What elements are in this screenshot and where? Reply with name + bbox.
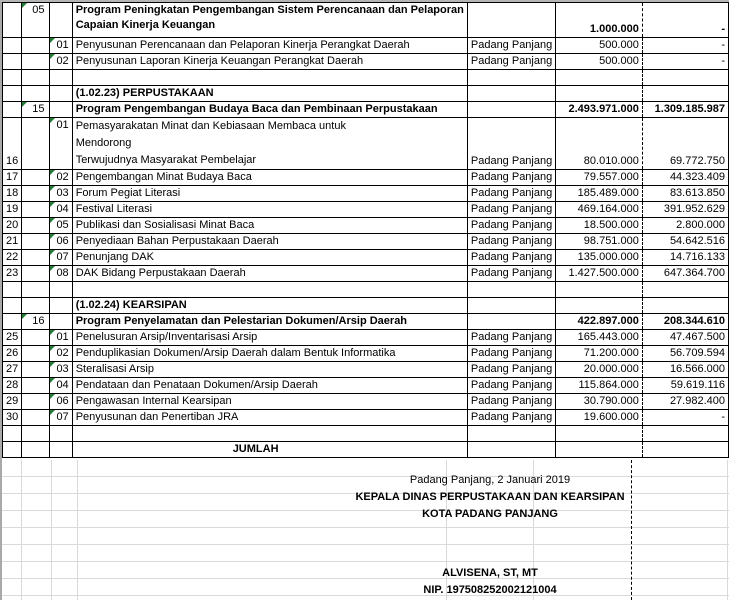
- cell-program-code[interactable]: [22, 202, 50, 218]
- cell-location[interactable]: [467, 314, 555, 330]
- table-row: [3, 330, 729, 346]
- table-row: [3, 394, 729, 410]
- cell-description[interactable]: [72, 426, 467, 442]
- table-row: [3, 266, 729, 282]
- cell-location[interactable]: [467, 3, 555, 38]
- description-line-2: Mendorong: [75, 137, 132, 149]
- cell-b[interactable]: [22, 298, 50, 314]
- cell-pagu[interactable]: 500.000: [556, 38, 643, 54]
- cell-pagu[interactable]: [556, 70, 643, 86]
- cell-pagu[interactable]: 1.000.000: [556, 3, 643, 38]
- cell-row-number[interactable]: 26: [3, 346, 22, 362]
- signature-place-date[interactable]: Padang Panjang, 2 Januari 2019: [409, 474, 571, 486]
- cell-c[interactable]: [50, 86, 72, 102]
- cell-pagu[interactable]: 135.000.000: [556, 250, 643, 266]
- cell-program-code[interactable]: [22, 362, 50, 378]
- cell-location[interactable]: Padang Panjang: [467, 170, 555, 186]
- gridline-vertical: [21, 460, 22, 600]
- cell-pagu[interactable]: 98.751.000: [556, 234, 643, 250]
- cell-description[interactable]: Program Pengembangan Budaya Baca dan Pembinaan Perpustakaan: [72, 102, 467, 118]
- cell-location[interactable]: Padang Panjang: [467, 202, 555, 218]
- cell-b[interactable]: [22, 442, 50, 458]
- cell-program-code[interactable]: [22, 170, 50, 186]
- cell-realisasi[interactable]: -: [642, 38, 728, 54]
- cell-location[interactable]: Padang Panjang: [467, 118, 555, 170]
- cell-location[interactable]: [467, 442, 555, 458]
- cell-description[interactable]: Penunjang DAK: [72, 250, 467, 266]
- gridline-vertical: [727, 460, 728, 600]
- cell-c[interactable]: [50, 70, 72, 86]
- table-row: [3, 186, 729, 202]
- gridline: [2, 527, 729, 528]
- table-row-empty: [3, 282, 729, 298]
- cell-b[interactable]: [22, 70, 50, 86]
- cell-program-code[interactable]: [22, 186, 50, 202]
- section-title-kearsipan[interactable]: (1.02.24) KEARSIPAN: [72, 298, 467, 314]
- cell-c[interactable]: [50, 442, 72, 458]
- cell-a[interactable]: [3, 426, 22, 442]
- cell-location[interactable]: Padang Panjang: [467, 362, 555, 378]
- section-row: [3, 298, 729, 314]
- cell-realisasi[interactable]: 391.952.629: [642, 202, 728, 218]
- cell-description[interactable]: [72, 70, 467, 86]
- cell-location[interactable]: Padang Panjang: [467, 218, 555, 234]
- cell-program-code[interactable]: [22, 410, 50, 426]
- cell-pagu[interactable]: 500.000: [556, 54, 643, 70]
- total-label[interactable]: JUMLAH: [72, 442, 467, 458]
- cell-realisasi[interactable]: [642, 442, 728, 458]
- cell-description[interactable]: [72, 3, 467, 38]
- cell-description[interactable]: Pengembangan Minat Budaya Baca: [72, 170, 467, 186]
- cell-row-number[interactable]: 22: [3, 250, 22, 266]
- cell-row-number[interactable]: 18: [3, 186, 22, 202]
- cell-activity-code[interactable]: 01: [50, 330, 72, 346]
- cell-realisasi[interactable]: 69.772.750: [642, 118, 728, 170]
- cell-row-number[interactable]: 28: [3, 378, 22, 394]
- cell-pagu[interactable]: [556, 442, 643, 458]
- cell-realisasi[interactable]: 647.364.700: [642, 266, 728, 282]
- cell-pagu[interactable]: 79.557.000: [556, 170, 643, 186]
- table-row-empty: [3, 70, 729, 86]
- cell-realisasi[interactable]: 1.309.185.987: [642, 102, 728, 118]
- cell-pagu[interactable]: [556, 282, 643, 298]
- signature-title-1[interactable]: KEPALA DINAS PERPUSTAKAAN DAN KEARSIPAN: [355, 491, 625, 503]
- table-row: [3, 362, 729, 378]
- signature-title-2[interactable]: KOTA PADANG PANJANG: [422, 508, 558, 520]
- description-line-1: Pemasyarakatan Minat dan Kebiasaan Membaca untuk: [75, 120, 346, 132]
- cell-pagu[interactable]: 71.200.000: [556, 346, 643, 362]
- cell-location[interactable]: [467, 70, 555, 86]
- cell-pagu[interactable]: 18.500.000: [556, 218, 643, 234]
- cell-row-number[interactable]: 20: [3, 218, 22, 234]
- cell-row-number[interactable]: 27: [3, 362, 22, 378]
- cell-b[interactable]: [22, 282, 50, 298]
- table-row: [3, 410, 729, 426]
- cell-c[interactable]: [50, 298, 72, 314]
- cell-location[interactable]: [467, 86, 555, 102]
- cell-activity-code[interactable]: [50, 3, 72, 38]
- cell-row-number[interactable]: 21: [3, 234, 22, 250]
- cell-description[interactable]: Penelusuran Arsip/Inventarisasi Arsip: [72, 330, 467, 346]
- table-row: [3, 378, 729, 394]
- cell-program-code[interactable]: [22, 234, 50, 250]
- table-row: [3, 170, 729, 186]
- cell-location[interactable]: [467, 102, 555, 118]
- cell-activity-code[interactable]: 06: [50, 234, 72, 250]
- budget-table: [2, 2, 729, 458]
- cell-description[interactable]: Penyediaan Bahan Perpustakaan Daerah: [72, 234, 467, 250]
- cell-row-number[interactable]: 16: [3, 118, 22, 170]
- cell-description[interactable]: Forum Pegiat Literasi: [72, 186, 467, 202]
- cell-realisasi[interactable]: 54.642.516: [642, 234, 728, 250]
- cell-realisasi[interactable]: [642, 86, 728, 102]
- cell-c[interactable]: [50, 282, 72, 298]
- cell-description[interactable]: Pendataan dan Penataan Dokumen/Arsip Daerah: [72, 378, 467, 394]
- cell-realisasi[interactable]: -: [642, 54, 728, 70]
- cell-location[interactable]: [467, 426, 555, 442]
- cell-pagu[interactable]: 30.790.000: [556, 394, 643, 410]
- cell-realisasi[interactable]: [642, 426, 728, 442]
- cell-row-number[interactable]: 30: [3, 410, 22, 426]
- cell-a[interactable]: [3, 70, 22, 86]
- description-line-2: Capaian Kinerja Keuangan: [75, 19, 216, 31]
- cell-realisasi[interactable]: 2.800.000: [642, 218, 728, 234]
- cell-program-code[interactable]: 16: [22, 314, 50, 330]
- cell-b[interactable]: [22, 426, 50, 442]
- cell-realisasi[interactable]: 47.467.500: [642, 330, 728, 346]
- description-line-1: Program Peningkatan Pengembangan Sistem Perencanaan dan Pelaporan: [75, 4, 464, 16]
- table-row: [3, 346, 729, 362]
- gridline-vertical: [51, 460, 52, 600]
- cell-row-number[interactable]: 29: [3, 394, 22, 410]
- cell-row-number[interactable]: 19: [3, 202, 22, 218]
- cell-description[interactable]: DAK Bidang Perpustakaan Daerah: [72, 266, 467, 282]
- cell-location[interactable]: Padang Panjang: [467, 410, 555, 426]
- cell-activity-code[interactable]: 02: [50, 54, 72, 70]
- cell-activity-code[interactable]: 07: [50, 410, 72, 426]
- total-row: [3, 442, 729, 458]
- cell-realisasi[interactable]: 208.344.610: [642, 314, 728, 330]
- cell-activity-code[interactable]: 02: [50, 170, 72, 186]
- program-row: [3, 314, 729, 330]
- table-row: [3, 3, 729, 38]
- cell-realisasi[interactable]: 59.619.116: [642, 378, 728, 394]
- table-row: [3, 202, 729, 218]
- cell-realisasi[interactable]: [642, 298, 728, 314]
- program-row: [3, 102, 729, 118]
- cell-program-code[interactable]: 15: [22, 102, 50, 118]
- cell-activity-code[interactable]: 02: [50, 346, 72, 362]
- cell-program-code[interactable]: [22, 266, 50, 282]
- cell-activity-code[interactable]: 04: [50, 378, 72, 394]
- cell-program-code[interactable]: [22, 330, 50, 346]
- cell-program-code[interactable]: [22, 346, 50, 362]
- cell-description[interactable]: Program Penyelamatan dan Pelestarian Dokumen/Arsip Daerah: [72, 314, 467, 330]
- section-row: [3, 86, 729, 102]
- cell-realisasi[interactable]: 44.323.409: [642, 170, 728, 186]
- table-row: [3, 118, 729, 170]
- cell-pagu[interactable]: 2.493.971.000: [556, 102, 643, 118]
- cell-location[interactable]: Padang Panjang: [467, 378, 555, 394]
- cell-a[interactable]: [3, 86, 22, 102]
- cell-activity-code[interactable]: 04: [50, 202, 72, 218]
- cell-realisasi[interactable]: [642, 282, 728, 298]
- cell-description[interactable]: Penyusunan dan Penertiban JRA: [72, 410, 467, 426]
- cell-activity-code[interactable]: [50, 314, 72, 330]
- cell-activity-code[interactable]: 03: [50, 186, 72, 202]
- cell-location[interactable]: Padang Panjang: [467, 54, 555, 70]
- cell-activity-code[interactable]: 06: [50, 394, 72, 410]
- cell-description[interactable]: Pengawasan Internal Kearsipan: [72, 394, 467, 410]
- cell-program-code[interactable]: [22, 250, 50, 266]
- cell-pagu[interactable]: 185.489.000: [556, 186, 643, 202]
- cell-program-code[interactable]: [22, 394, 50, 410]
- table-row: [3, 250, 729, 266]
- cell-location[interactable]: Padang Panjang: [467, 394, 555, 410]
- cell-activity-code[interactable]: 08: [50, 266, 72, 282]
- cell-realisasi[interactable]: -: [642, 3, 728, 38]
- cell-realisasi[interactable]: 14.716.133: [642, 250, 728, 266]
- cell-program-code[interactable]: [22, 38, 50, 54]
- cell-a[interactable]: [3, 3, 22, 38]
- table-row: [3, 234, 729, 250]
- cell-a[interactable]: [3, 298, 22, 314]
- section-title-perpustakaan[interactable]: (1.02.23) PERPUSTAKAAN: [72, 86, 467, 102]
- cell-realisasi[interactable]: 56.709.594: [642, 346, 728, 362]
- cell-c[interactable]: [50, 426, 72, 442]
- cell-pagu[interactable]: [556, 426, 643, 442]
- cell-program-code[interactable]: [22, 54, 50, 70]
- cell-pagu[interactable]: 115.864.000: [556, 378, 643, 394]
- cell-location[interactable]: Padang Panjang: [467, 266, 555, 282]
- cell-program-code[interactable]: [22, 218, 50, 234]
- cell-program-code[interactable]: 05: [22, 3, 50, 38]
- cell-realisasi[interactable]: -: [642, 410, 728, 426]
- gridline: [2, 561, 729, 562]
- cell-a[interactable]: [3, 442, 22, 458]
- signature-nip[interactable]: NIP. 197508252002121004: [423, 584, 557, 596]
- table-row: [3, 54, 729, 70]
- cell-a[interactable]: [3, 54, 22, 70]
- cell-location[interactable]: Padang Panjang: [467, 250, 555, 266]
- table-row-spacer: [3, 426, 729, 442]
- cell-activity-code[interactable]: 01: [50, 38, 72, 54]
- cell-pagu[interactable]: 80.010.000: [556, 118, 643, 170]
- cell-activity-code[interactable]: 07: [50, 250, 72, 266]
- cell-description[interactable]: Festival Literasi: [72, 202, 467, 218]
- cell-pagu[interactable]: 1.427.500.000: [556, 266, 643, 282]
- cell-pagu[interactable]: 469.164.000: [556, 202, 643, 218]
- cell-realisasi[interactable]: 16.566.000: [642, 362, 728, 378]
- cell-pagu[interactable]: 19.600.000: [556, 410, 643, 426]
- description-line-3: Terwujudnya Masyarakat Pembelajar: [75, 154, 257, 166]
- cell-a[interactable]: [3, 38, 22, 54]
- cell-pagu[interactable]: 165.443.000: [556, 330, 643, 346]
- cell-location[interactable]: [467, 282, 555, 298]
- cell-activity-code[interactable]: [50, 102, 72, 118]
- cell-description[interactable]: [72, 118, 467, 170]
- cell-activity-code[interactable]: 05: [50, 218, 72, 234]
- cell-realisasi[interactable]: [642, 70, 728, 86]
- cell-program-code[interactable]: [22, 378, 50, 394]
- table-row: [3, 218, 729, 234]
- cell-description[interactable]: Penyusunan Perencanaan dan Pelaporan Kinerja Perangkat Daerah: [72, 38, 467, 54]
- cell-location[interactable]: Padang Panjang: [467, 346, 555, 362]
- cell-row-number[interactable]: 23: [3, 266, 22, 282]
- cell-location[interactable]: Padang Panjang: [467, 186, 555, 202]
- cell-realisasi[interactable]: 83.613.850: [642, 186, 728, 202]
- cell-row-number[interactable]: 17: [3, 170, 22, 186]
- table-row: [3, 38, 729, 54]
- cell-description[interactable]: Penyusunan Laporan Kinerja Keuangan Perangkat Daerah: [72, 54, 467, 70]
- cell-description[interactable]: [72, 282, 467, 298]
- cell-pagu[interactable]: [556, 86, 643, 102]
- cell-pagu[interactable]: 20.000.000: [556, 362, 643, 378]
- signature-name[interactable]: ALVISENA, ST, MT: [442, 567, 538, 579]
- cell-realisasi[interactable]: 27.982.400: [642, 394, 728, 410]
- cell-location[interactable]: Padang Panjang: [467, 234, 555, 250]
- cell-a[interactable]: [3, 282, 22, 298]
- cell-b[interactable]: [22, 86, 50, 102]
- cell-a[interactable]: [3, 102, 22, 118]
- cell-description[interactable]: Penduplikasian Dokumen/Arsip Daerah dalam Bentuk Informatika: [72, 346, 467, 362]
- cell-description[interactable]: Publikasi dan Sosialisasi Minat Baca: [72, 218, 467, 234]
- cell-a[interactable]: [3, 314, 22, 330]
- cell-location[interactable]: [467, 298, 555, 314]
- cell-location[interactable]: Padang Panjang: [467, 330, 555, 346]
- cell-description[interactable]: Steralisasi Arsip: [72, 362, 467, 378]
- cell-pagu[interactable]: 422.897.000: [556, 314, 643, 330]
- gridline: [2, 544, 729, 545]
- gridline-vertical: [77, 460, 78, 600]
- cell-program-code[interactable]: [22, 118, 50, 170]
- cell-pagu[interactable]: [556, 298, 643, 314]
- cell-row-number[interactable]: 25: [3, 330, 22, 346]
- cell-location[interactable]: Padang Panjang: [467, 38, 555, 54]
- cell-activity-code[interactable]: 03: [50, 362, 72, 378]
- cell-activity-code[interactable]: 01: [50, 118, 72, 170]
